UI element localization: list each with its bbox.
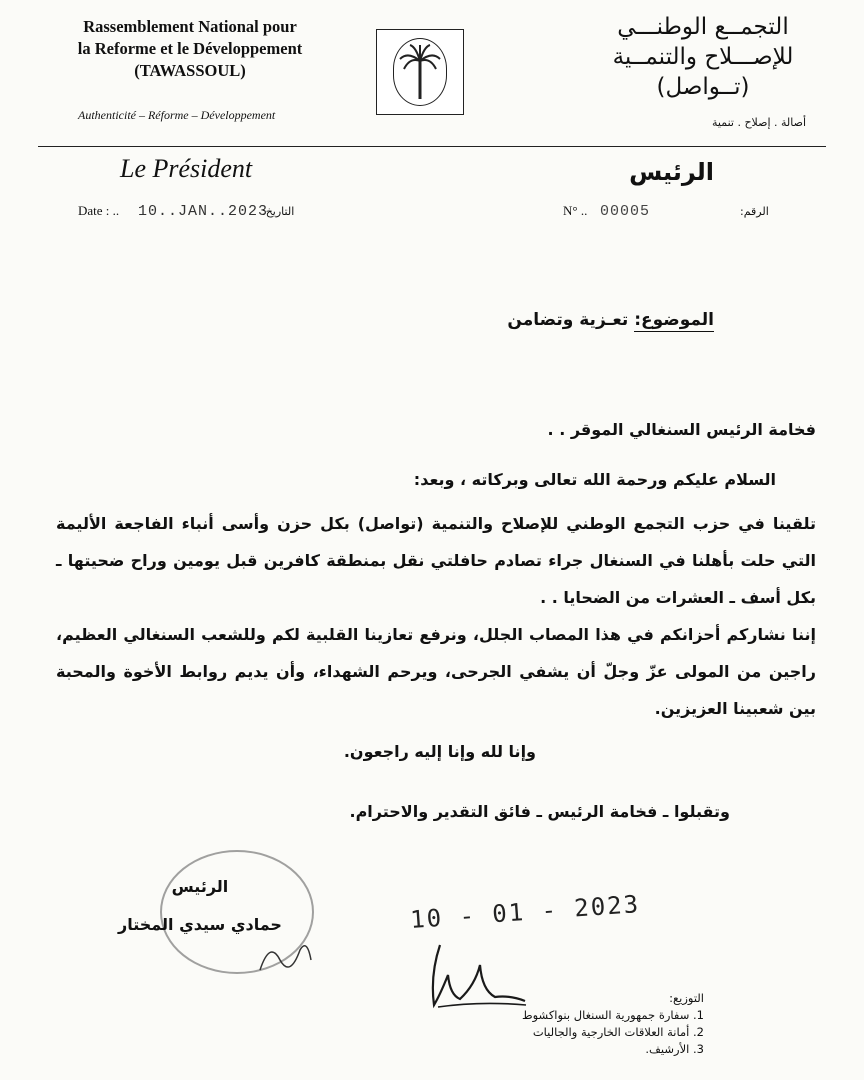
reference-number: 00005 <box>600 203 651 220</box>
closing-line: وتقبلوا ـ فخامة الرئيس ـ فائق التقدير والاحترام. <box>349 802 730 821</box>
president-title-fr: Le Président <box>120 154 253 183</box>
fr-org-line-3: (TAWASSOUL) <box>134 61 246 80</box>
subject-text: تعـزية وتضامن <box>507 310 629 330</box>
signatory-title: الرئيس <box>171 877 229 896</box>
distribution-list <box>522 990 704 1058</box>
date-label-ar: التاريخ: <box>262 205 295 218</box>
logo-oval <box>393 38 447 106</box>
ar-org-line-2: للإصـــلاح والتنمــية <box>612 44 794 70</box>
subject-line <box>507 310 714 330</box>
date-label: Date : .. <box>78 203 120 218</box>
distribution-item: 2. أمانة العلاقات الخارجية والجاليات <box>532 1025 704 1039</box>
salutation: فخامة الرئيس السنغالي الموقر . . <box>547 420 816 439</box>
president-title-ar: الرئيس <box>629 158 714 186</box>
handwritten-signature <box>420 935 530 1015</box>
distribution-item: 1. سفارة جمهورية السنغال بنواكشوط <box>521 1008 704 1022</box>
subject-label: الموضوع: <box>634 310 714 330</box>
arabic-organization-name <box>588 12 818 102</box>
greeting: السلام عليكم ورحمة الله تعالى وبركاته ، وبعد: <box>413 470 776 489</box>
arabic-motto: أصالة . إصلاح . تنمية <box>712 116 806 129</box>
french-organization-name <box>40 16 340 82</box>
header-divider <box>38 146 826 147</box>
distribution-item: 3. الأرشيف. <box>645 1042 704 1056</box>
handwritten-date: 10 - 01 - 2023 <box>409 890 641 934</box>
date-stamp: 10..JAN..2023 <box>138 203 269 220</box>
party-logo <box>376 29 464 115</box>
paragraph-2: إننا نشاركم أحزانكم في هذا المصاب الجلل، ونرفع تعازينا القلبية لكم وللشعب السنغالي العظيم، راجين من المولى عزّ وجلّ أن يشفي الجرحى، ويرحم الشهداء، وأن يديم روابط الأخوة والمحبة بين شعبينا العزيزين. <box>56 625 816 718</box>
seal-scribble <box>255 930 315 980</box>
fr-org-line-2: la Reforme et le Développement <box>77 39 303 58</box>
closing-verse: وإنا لله وإنا إليه راجعون. <box>343 742 536 761</box>
fr-org-line-1: Rassemblement National pour <box>83 17 297 36</box>
ar-org-line-3: (تــواصل) <box>656 74 750 100</box>
paragraph-1: تلقينا في حزب التجمع الوطني للإصلاح والتنمية (تواصل) بكل حزن وأسى أنباء الفاجعة الأليمة التي حلت بأهلنا في السنغال جراء تصادم حافلتي نقل بمنطقة كافرين قبل يومين وراح ضحيتها ـ بكل أسف ـ العشرات من الضحايا . . <box>56 514 816 607</box>
french-motto: Authenticité – Réforme – Développement <box>78 108 276 122</box>
palm-tree-icon <box>394 39 446 105</box>
number-label-ar: الرقم: <box>740 205 769 218</box>
number-label: N° .. <box>563 203 588 218</box>
distribution-label: التوزيع: <box>669 991 704 1005</box>
ar-org-line-1: التجمــع الوطنـــي <box>617 14 789 40</box>
signatory-name: حمادي سيدي المختار <box>118 915 282 934</box>
